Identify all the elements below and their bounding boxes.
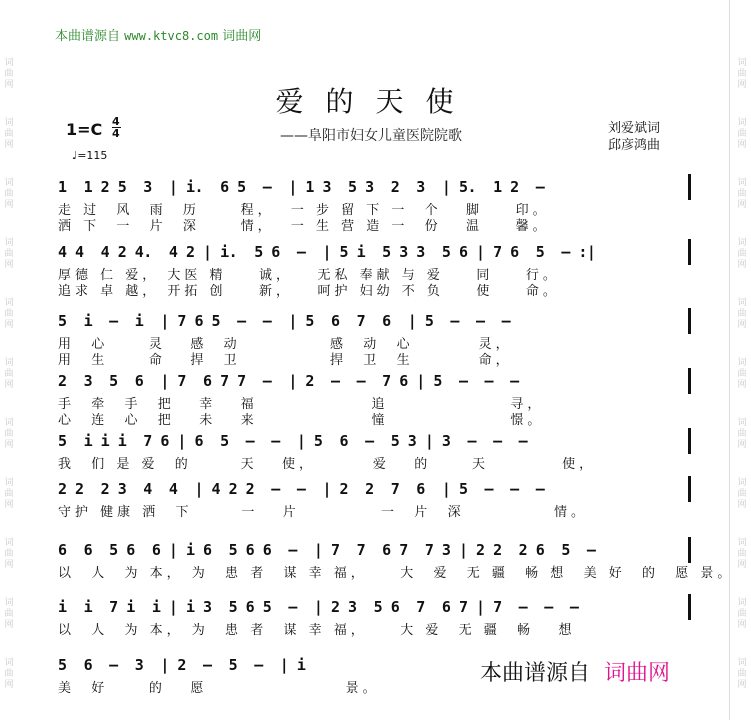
measure-end-bar [688,537,691,563]
side-watermark-char: 曲 [737,369,747,379]
side-watermark-char: 词 [737,178,747,188]
lyrics-line-2: 洒 下 一 片 深 情， 一 生 营 造 一 份 温 馨。 [58,219,550,234]
staff-row [50,312,700,368]
side-watermark-char: 曲 [737,609,747,619]
side-watermark-group [2,358,16,391]
lyrics-line-1: 我 们 是 爱 的 天 使， 爱 的 天 使， [58,457,597,472]
side-watermark-group [2,658,16,691]
lyrics-line-2: 追求 卓 越， 开拓 创 新， 呵护 妇幼 不 负 使 命。 [58,284,560,299]
side-watermark-char: 曲 [4,549,14,559]
footer-site: 词曲网 [604,661,671,686]
lyrics-line-1: 以 人 为 本， 为 患 者 谋 幸 福， 大 爱 无 疆 畅 想 [58,623,576,638]
measure-end-bar [688,428,691,454]
side-watermark-char: 网 [4,140,14,150]
notes-line: 6 6 5 6 6 | i 6 5 6 6 – | 7 7 6 7 7 3 | 2 2 2 6 5 – [58,541,596,559]
side-watermark-group [2,118,16,151]
lyrics-line-1: 手 牵 手 把 幸 福 追 寻， [58,397,545,412]
side-watermark-char: 词 [737,358,747,368]
side-watermark-char: 曲 [737,429,747,439]
side-watermark-group [2,178,16,211]
side-watermark-char: 曲 [4,189,14,199]
site-header [55,25,261,44]
lyrics-line-2: 心 连 心 把 未 来 憧 憬。 [58,413,545,428]
side-watermark-char: 网 [737,560,747,570]
side-watermark-group [2,298,16,331]
side-watermark-char: 词 [737,478,747,488]
side-watermark-char: 网 [4,620,14,630]
time-bottom: 4 [112,127,120,140]
side-watermark-char: 网 [4,260,14,270]
side-watermark-char: 词 [4,58,14,68]
side-watermark-char: 曲 [4,429,14,439]
lyrics-line-1: 以 人 为 本， 为 患 者 谋 幸 福， 大 爱 无 疆 畅 想 美 好 的 愿 景。 [58,566,735,581]
side-watermark-char: 网 [737,140,747,150]
side-watermark-char: 曲 [737,549,747,559]
footer-watermark [480,656,670,687]
notes-line: i i 7 i i | i 3 5 6 5 – | 2 3 5 6 7 6 7 | 7 – – – [58,598,579,616]
notes-line: 5 6 – 3 | 2 – 5 – | i [58,656,306,674]
side-watermark-char: 曲 [4,309,14,319]
side-watermark-char: 网 [737,620,747,630]
side-watermark-char: 词 [4,358,14,368]
side-watermark-char: 词 [4,118,14,128]
staff-row [50,480,700,532]
side-watermark-group [735,118,749,151]
side-watermark-char: 网 [737,320,747,330]
side-watermark-char: 词 [737,118,747,128]
staff-row [50,178,700,234]
side-watermark-group [735,598,749,631]
side-watermark-char: 词 [737,298,747,308]
side-watermark-char: 网 [4,560,14,570]
side-watermark-group [2,238,16,271]
key-signature: 1=C [66,120,103,139]
side-watermark-char: 曲 [4,369,14,379]
lyricist: 刘爱斌词 [608,121,661,136]
side-watermark-char: 曲 [4,249,14,259]
side-watermark-char: 曲 [4,609,14,619]
staff-row [50,372,700,428]
side-watermark-char: 网 [737,380,747,390]
side-watermark-group [2,538,16,571]
credits [608,120,660,154]
composer: 邱彦鸿曲 [608,138,661,153]
side-watermark-char: 曲 [737,69,747,79]
staff-row [50,541,735,593]
side-watermark-group [735,358,749,391]
lyrics-line-1: 厚德 仁 爱， 大医 精 诚， 无私 奉献 与 爱 同 行。 [58,268,560,283]
side-watermark-char: 曲 [737,309,747,319]
side-watermark-group [2,598,16,631]
side-watermark-char: 网 [737,500,747,510]
tempo-marking: ♩=115 [72,149,108,162]
side-watermark-group [735,178,749,211]
side-watermark-char: 曲 [4,129,14,139]
measure-end-bar [688,476,691,502]
side-watermark-char: 曲 [737,489,747,499]
measure-end-bar [688,308,691,334]
side-watermark-group [2,478,16,511]
side-watermark-group [735,238,749,271]
side-watermark-char: 网 [737,680,747,690]
notes-line: 2 2 2 3 4 4 | 4 2 2 – – | 2 2 7 6 | 5 – – – [58,480,545,498]
measure-end-bar [688,368,691,394]
time-signature [112,116,121,139]
footer-brand: 本曲谱源自 [480,661,591,686]
staff-row [50,432,700,484]
side-watermark-char: 网 [4,680,14,690]
notes-line: 2 3 5 6 | 7 6 7 7 – | 2 – – 7 6 | 5 – – – [58,372,519,390]
lyrics-line-1: 用 心 灵 感 动 感 动 心 灵， [58,337,513,352]
song-subtitle: ——阜阳市妇女儿童医院院歌 [280,128,462,144]
side-watermark-group [735,418,749,451]
notes-line: 5 i i i 7 6 | 6 5 – – | 5 6 – 5 3 | 3 – – – [58,432,528,450]
site-name: 词曲网 [222,29,262,44]
side-watermark-char: 曲 [737,669,747,679]
song-title: 爱的天使 [275,85,476,118]
lyrics-line-1: 走 过 风 雨 历 程， 一 步 留 下 一 个 脚 印。 [58,203,550,218]
side-watermark-char: 词 [4,538,14,548]
lyrics-line-2: 用 生 命 捍 卫 捍 卫 生 命， [58,353,513,368]
side-watermark-char: 网 [737,200,747,210]
notes-line: 4 4 4 2 4. 4 2 | i. 5 6 – | 5 i 5 3 3 5 6 | 7 6 5 – :| [58,243,596,261]
side-watermark-char: 网 [4,320,14,330]
side-watermark-char: 词 [737,58,747,68]
side-watermark-char: 词 [4,598,14,608]
side-watermark-char: 网 [4,80,14,90]
side-watermark-char: 网 [4,440,14,450]
side-watermark-char: 词 [737,598,747,608]
side-watermark-char: 网 [737,80,747,90]
side-watermark-char: 曲 [737,189,747,199]
staff-row [50,243,700,299]
side-watermark-group [735,538,749,571]
side-watermark-char: 网 [737,440,747,450]
side-watermark-char: 词 [4,178,14,188]
lyrics-line-1: 守护 健康 洒 下 一 片 一 片 深 情。 [58,505,589,520]
time-top: 4 [112,115,120,128]
side-watermark-char: 词 [4,658,14,668]
side-watermark-char: 曲 [737,249,747,259]
side-watermark-char: 曲 [4,669,14,679]
site-url[interactable]: www.ktvc8.com [124,29,219,43]
side-watermark-char: 网 [737,260,747,270]
side-watermark-char: 词 [737,238,747,248]
site-brand: 本曲谱源自 [55,29,121,44]
measure-end-bar [688,239,691,265]
measure-end-bar [688,174,691,200]
side-watermark-group [735,478,749,511]
side-watermark-char: 词 [4,298,14,308]
side-watermark-char: 曲 [737,129,747,139]
side-watermark-char: 网 [4,380,14,390]
lyrics-line-1: 美 好 的 愿 景。 [58,681,380,696]
side-watermark-char: 词 [4,478,14,488]
staff-row [50,598,700,650]
side-watermark-group [2,418,16,451]
side-watermark-char: 网 [4,500,14,510]
side-watermark-char: 曲 [4,69,14,79]
measure-end-bar [688,594,691,620]
side-watermark-char: 曲 [4,489,14,499]
side-watermark-char: 词 [737,538,747,548]
side-watermark-group [735,298,749,331]
side-watermark-char: 网 [4,200,14,210]
notes-line: 1 1 2 5 3 | i. 6 5 – | 1 3 5 3 2 3 | 5. 1 2 – [58,178,545,196]
side-watermark-char: 词 [4,418,14,428]
side-watermark-char: 词 [737,658,747,668]
notes-line: 5 i – i | 7 6 5 – – | 5 6 7 6 | 5 – – – [58,312,511,330]
side-watermark-group [735,658,749,691]
side-watermark-char: 词 [4,238,14,248]
side-watermark-char: 词 [737,418,747,428]
